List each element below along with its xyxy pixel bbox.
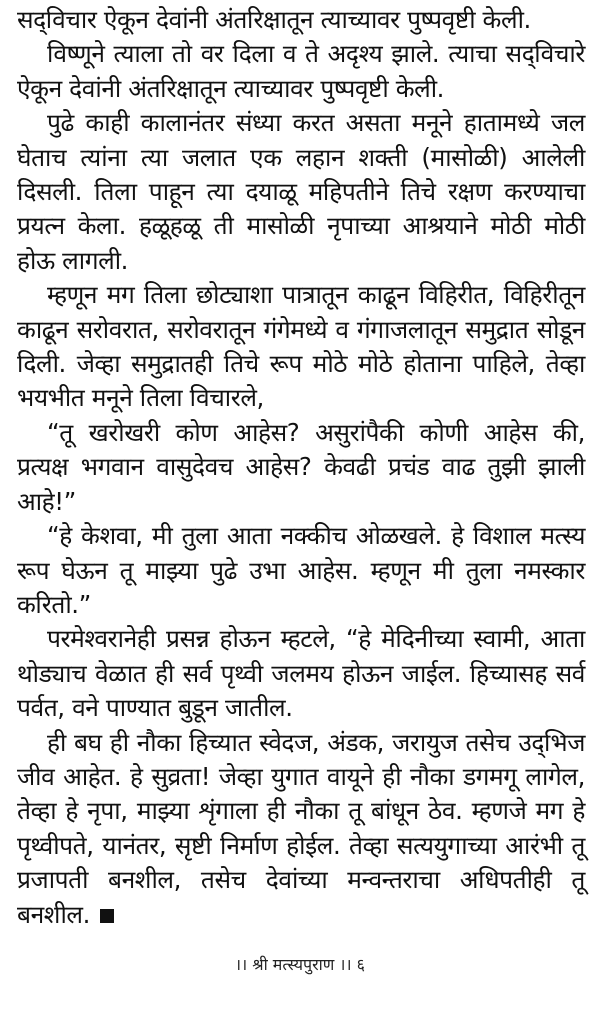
paragraph: पुढे काही कालानंतर संध्या करत असता मनूने हातामध्ये जल घेताच त्यांना त्या जलात एक लहान शक्ती (मासोळी) आलेली दिसली. तिला पाहून त्या दयाळू महिपतीने तिचे रक्षण करण्याचा प्रयत्न केला. हळूहळू ती मासोळी नृपाच्या आश्रयाने मोठी मोठी होऊ लागली. xyxy=(17,108,585,275)
paragraph-last-text: ही बघ ही नौका हिच्यात स्वेदज, अंडक, जरायुज तसेच उद्‌भिज जीव आहेत. हे सुव्रता! जेव्हा युगात वायूने ही नौका डगमगू लागेल, तेव्हा हे नृपा, माझ्या शृंगाला ही नौका तू बांधून ठेव. म्हणजे मग हे पृथ्वीपते, यानंतर, सृष्टी निर्माण होईल. तेव्हा सत्ययुगाच्या आरंभी तू प्रजापती बनशील, तसेच देवांच्या मन्वन्तराचा अधिपतीही तू बनशील. xyxy=(17,727,585,929)
page-footer: ।। श्री मत्स्यपुराण ।। ६ xyxy=(235,955,365,974)
paragraph: “हे केशवा, मी तुला आता नक्कीच ओळखले. हे विशाल मत्स्य रूप घेऊन तू माझ्या पुढे उभा आहेस. म्हणून मी तुला नमस्कार करितो.” xyxy=(17,521,585,619)
page-body-text xyxy=(17,3,585,932)
paragraph: परमेश्वरानेही प्रसन्न होऊन म्हटले, “हे मेदिनीच्या स्वामी, आता थोड्याच वेळात ही सर्व पृथ्वी जलमय होऊन जाईल. हिच्यासह सर्व पर्वत, वने पाण्यात बुडून जातील. xyxy=(17,624,585,723)
paragraph-last xyxy=(17,726,585,932)
paragraph: विष्णूने त्याला तो वर दिला व ते अदृश्य झाले. त्याचा सद्‌विचारे ऐकून देवांनी अंतरिक्षातून त्याच्यावर पुष्पवृष्टी केली. xyxy=(17,39,585,103)
end-of-section-square-icon xyxy=(100,909,114,923)
paragraph: म्हणून मग तिला छोट्याशा पात्रातून काढून विहिरीत, विहिरीतून काढून सरोवरात, सरोवरातून गंगेमध्ये व गंगाजलातून समुद्रात सोडून दिली. जेव्हा समुद्रातही तिचे रूप मोठे मोठे होताना पाहिले, तेव्हा भयभीत मनूने तिला विचारले, xyxy=(17,280,585,413)
paragraph: “तू खरोखरी कोण आहेस? असुरांपैकी कोणी आहेस की, प्रत्यक्ष भगवान वासुदेवच आहेस? केवढी प्रचंड वाढ तुझी झाली आहे!” xyxy=(17,417,585,516)
paragraph: सद्‌विचार ऐकून देवांनी अंतरिक्षातून त्याच्यावर पुष्पवृष्टी केली. xyxy=(17,5,531,34)
